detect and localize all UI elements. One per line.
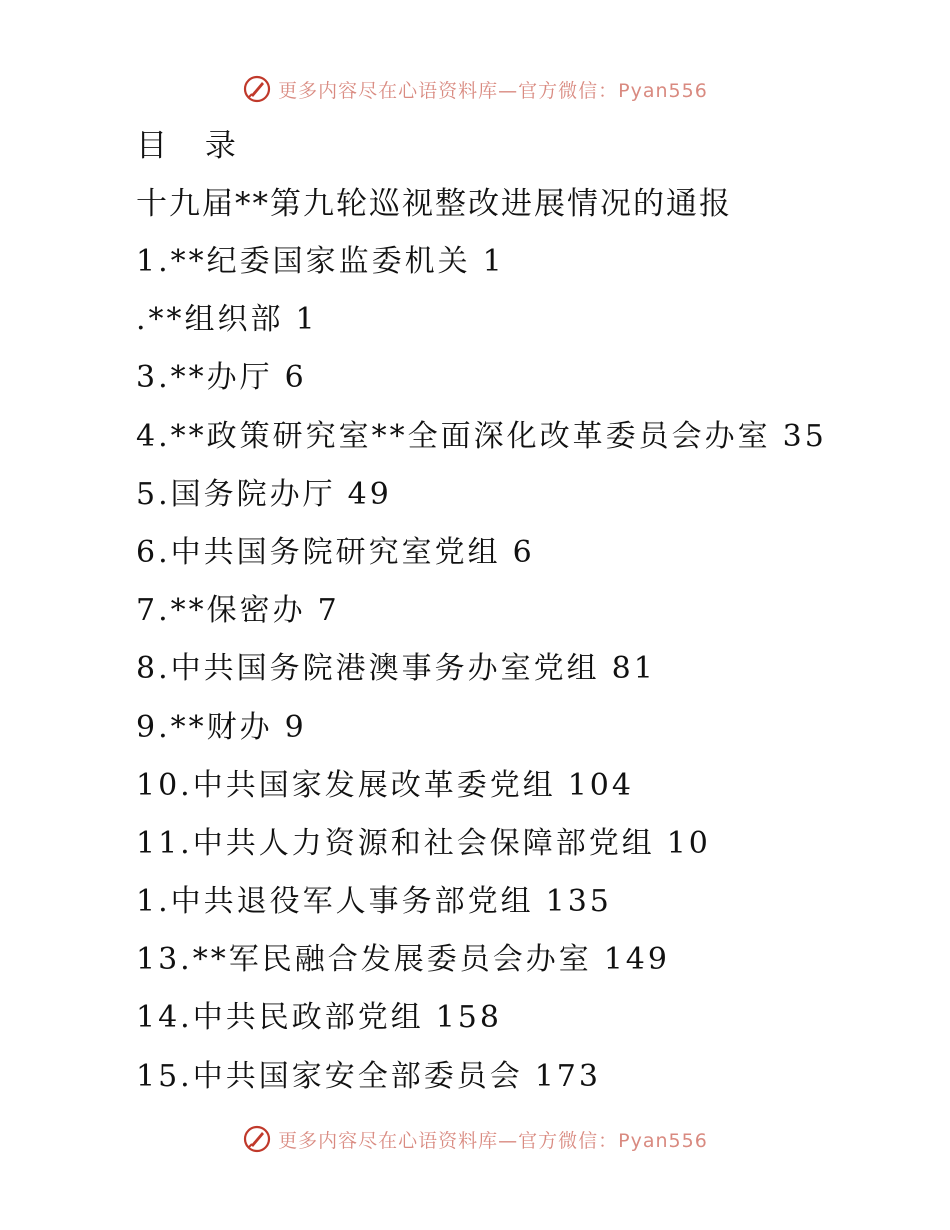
toc-entry[interactable] xyxy=(136,531,896,575)
toc-entry-page: 10 xyxy=(666,825,711,861)
toc-entry-page: 6 xyxy=(512,534,535,570)
document-body xyxy=(136,124,896,1113)
pen-feather-logo-icon xyxy=(242,1124,272,1154)
toc-entry-page: 7 xyxy=(317,593,340,629)
toc-entry[interactable] xyxy=(136,647,896,691)
toc-entry-label: 6.中共国务院研究室党组 xyxy=(136,534,501,570)
toc-entry-label: 14.中共民政部党组 xyxy=(136,1000,424,1036)
toc-entry-page: 1 xyxy=(295,302,318,338)
toc-entry-label: 5.国务院办厅 xyxy=(136,476,336,512)
toc-entry[interactable] xyxy=(136,473,896,517)
toc-entry[interactable] xyxy=(136,415,896,459)
toc-entry[interactable] xyxy=(136,240,896,284)
toc-entry-label: 3.**办厅 xyxy=(136,360,273,396)
toc-entry[interactable] xyxy=(136,706,896,750)
watermark-text: 更多内容尽在心语资料库—官方微信：Pyan556 xyxy=(278,1129,708,1152)
toc-entry-page: 135 xyxy=(545,884,612,920)
toc-entry-page: 49 xyxy=(347,476,392,512)
toc-entry[interactable] xyxy=(136,880,896,924)
toc-entry[interactable] xyxy=(136,764,896,808)
toc-entry-page: 35 xyxy=(782,418,827,454)
toc-entry-page: 81 xyxy=(611,651,656,687)
toc-entry-label: 4.**政策研究室**全面深化改革委员会办室 xyxy=(136,418,771,454)
toc-title: 目 录 xyxy=(136,128,250,164)
toc-entry[interactable] xyxy=(136,298,896,342)
toc-entry-label: .**组织部 xyxy=(136,302,284,338)
toc-entry-label: 13.**军民融合发展委员会办室 xyxy=(136,942,592,978)
toc-entry[interactable] xyxy=(136,356,896,400)
toc-entry-label: 1.中共退役军人事务部党组 xyxy=(136,884,534,920)
toc-entry[interactable] xyxy=(136,589,896,633)
toc-entry-page: 173 xyxy=(534,1058,601,1094)
toc-entry-page: 158 xyxy=(435,1000,502,1036)
toc-entry-label: 7.**保密办 xyxy=(136,593,306,629)
toc-entry[interactable] xyxy=(136,822,896,866)
toc-entry[interactable] xyxy=(136,996,896,1040)
toc-entry-page: 6 xyxy=(284,360,307,396)
toc-entry-page: 104 xyxy=(567,767,634,803)
toc-entry-page: 9 xyxy=(284,709,307,745)
toc-entry-label: 10.中共国家发展改革委党组 xyxy=(136,767,556,803)
toc-entry-label: 1.**纪委国家监委机关 xyxy=(136,244,471,279)
document-heading: 十九届**第九轮巡视整改进展情况的通报 xyxy=(136,186,732,222)
toc-entry-page: 149 xyxy=(603,942,670,978)
toc-list xyxy=(136,240,896,1099)
toc-entry[interactable] xyxy=(136,1055,896,1099)
watermark-footer xyxy=(0,1124,950,1154)
toc-entry-label: 11.中共人力资源和社会保障部党组 xyxy=(136,825,655,861)
toc-entry-label: 8.中共国务院港澳事务办室党组 xyxy=(136,651,600,687)
toc-entry-label: 15.中共国家安全部委员会 xyxy=(136,1058,523,1094)
toc-entry[interactable] xyxy=(136,938,896,982)
toc-entry-label: 9.**财办 xyxy=(136,709,273,745)
watermark-header xyxy=(0,74,950,104)
toc-entry-page: 1 xyxy=(482,244,505,279)
watermark-text: 更多内容尽在心语资料库—官方微信：Pyan556 xyxy=(278,79,708,102)
pen-feather-logo-icon xyxy=(242,74,272,104)
